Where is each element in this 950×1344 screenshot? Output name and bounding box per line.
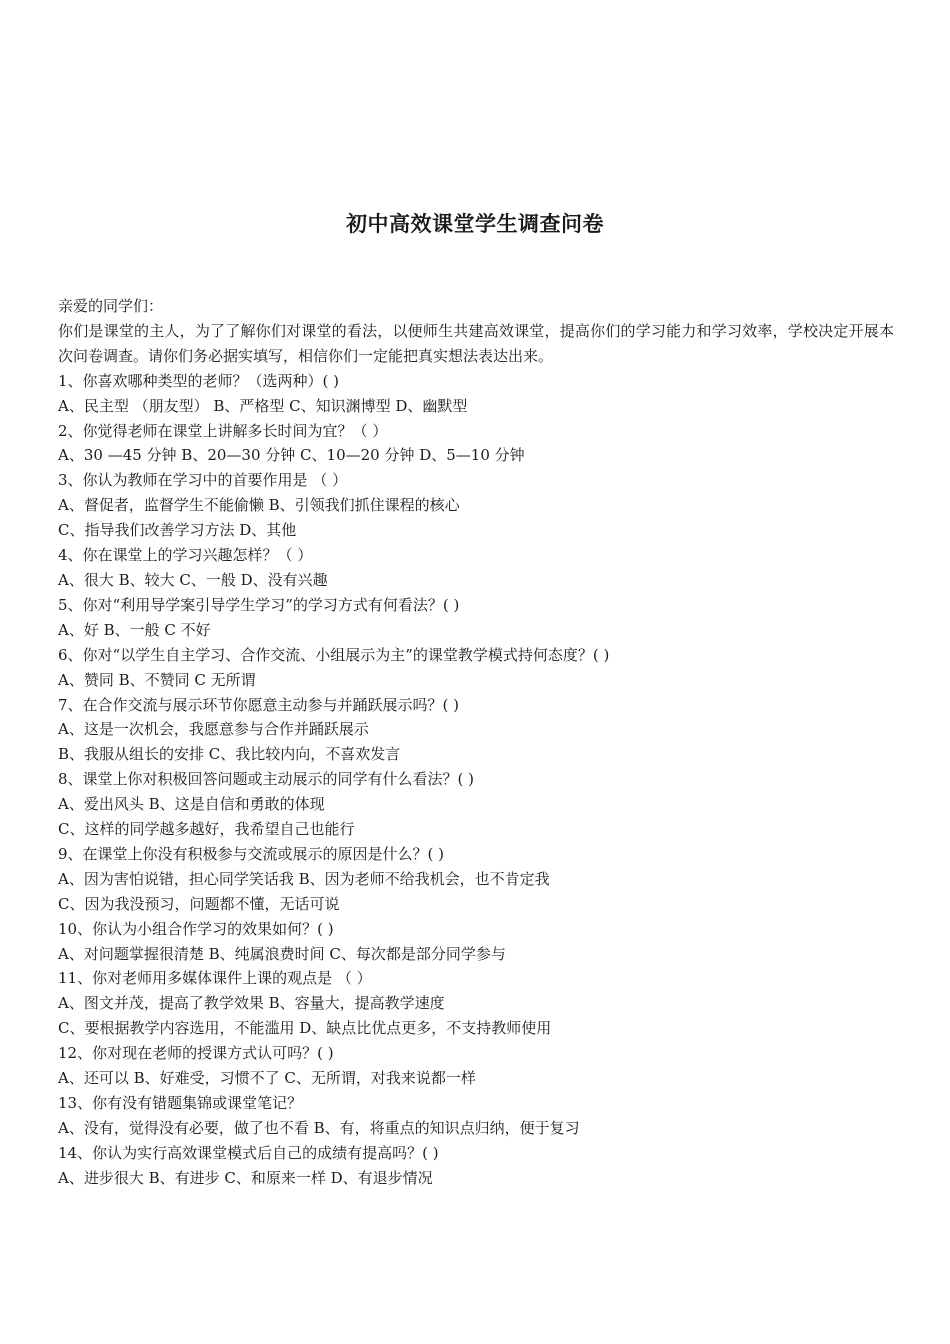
answer-options: B、我服从组长的安排 C、我比较内向，不喜欢发言 [58, 745, 401, 764]
question-text: 6、你对“以学生自主学习、合作交流、小组展示为主”的课堂教学模式持何态度？( ) [58, 645, 610, 664]
answer-options: A、爱出风头 B、这是自信和勇敢的体现 [58, 795, 325, 814]
answer-options: C、这样的同学越多越好，我希望自己也能行 [58, 820, 355, 839]
question-text: 8、课堂上你对积极回答问题或主动展示的同学有什么看法？( ) [58, 770, 475, 789]
question-list [58, 369, 894, 1191]
document-title: 初中高效课堂学生调查问卷 [346, 211, 604, 236]
answer-options: C、因为我没预习，问题都不懂，无话可说 [58, 894, 340, 913]
answer-options: A、赞同 B、不赞同 C 无所谓 [58, 670, 256, 689]
question-text: 4、你在课堂上的学习兴趣怎样？（ ） [58, 546, 313, 565]
answer-options: A、因为害怕说错，担心同学笑话我 B、因为老师不给我机会，也不肯定我 [58, 869, 550, 888]
answer-options: A、民主型 （朋友型） B、严格型 C、知识渊博型 D、幽默型 [58, 396, 468, 415]
answer-options: A、还可以 B、好难受，习惯不了 C、无所谓，对我来说都一样 [58, 1069, 476, 1088]
answer-options: A、这是一次机会，我愿意参与合作并踊跃展示 [58, 720, 369, 739]
answer-options: A、好 B、一般 C 不好 [58, 620, 211, 639]
question-text: 11、你对老师用多媒体课件上课的观点是 （ ） [58, 969, 372, 988]
question-text: 1、你喜欢哪种类型的老师？（选两种）( ) [58, 371, 340, 390]
answer-options: A、进步很大 B、有进步 C、和原来一样 D、有退步情况 [58, 1168, 433, 1187]
question-text: 12、你对现在老师的授课方式认可吗？( ) [58, 1044, 334, 1063]
question-text: 9、在课堂上你没有积极参与交流或展示的原因是什么？( ) [58, 844, 445, 863]
question-text: 5、你对“利用导学案引导学生学习”的学习方式有何看法？( ) [58, 595, 460, 614]
question-text: 14、你认为实行高效课堂模式后自己的成绩有提高吗？( ) [58, 1143, 439, 1162]
answer-options: A、对问题掌握很清楚 B、纯属浪费时间 C、每次都是部分同学参与 [58, 944, 506, 963]
answer-options: C、要根据教学内容选用，不能滥用 D、缺点比优点更多，不支持教师使用 [58, 1019, 552, 1038]
question-text: 10、你认为小组合作学习的效果如何？( ) [58, 919, 334, 938]
question-text: 3、你认为教师在学习中的首要作用是 （ ） [58, 471, 348, 490]
answer-options: A、督促者，监督学生不能偷懒 B、引领我们抓住课程的核心 [58, 496, 460, 515]
answer-options: C、指导我们改善学习方法 D、其他 [58, 521, 297, 540]
question-text: 7、在合作交流与展示环节你愿意主动参与并踊跃展示吗？( ) [58, 695, 460, 714]
answer-options: A、30 —45 分钟 B、20—30 分钟 C、10—20 分钟 D、5—10 分钟 [58, 446, 525, 465]
question-text: 13、你有没有错题集锦或课堂笔记？ [58, 1094, 303, 1112]
document-body [58, 294, 894, 1191]
question-text: 2、你觉得老师在课堂上讲解多长时间为宜？（ ） [58, 421, 388, 440]
answer-options: A、图文并茂，提高了教学效果 B、容量大，提高教学速度 [58, 994, 445, 1013]
answer-options: A、很大 B、较大 C、一般 D、没有兴趣 [58, 570, 328, 589]
intro-paragraph: 你们是课堂的主人，为了了解你们对课堂的看法，以便师生共建高效课堂，提高你们的学习能力和学习效率，学校决定开展本次问卷调查。请你们务必据实填写，相信你们一定能把真实想法表达出来。 [58, 321, 894, 365]
greeting: 亲爱的同学们： [58, 297, 164, 315]
answer-options: A、没有，觉得没有必要，做了也不看 B、有，将重点的知识点归纳，便于复习 [58, 1118, 580, 1137]
